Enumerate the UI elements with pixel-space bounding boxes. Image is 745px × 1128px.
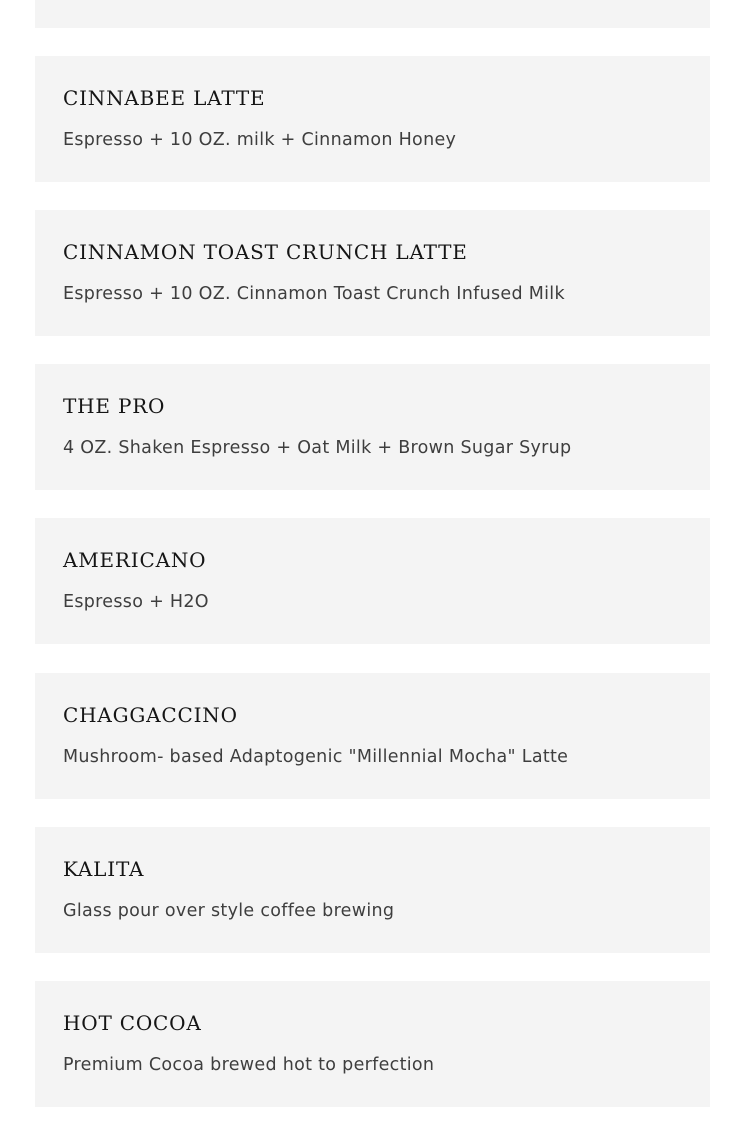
menu-item-title: AMERICANO [63,548,207,572]
menu-item-title: HOT COCOA [63,1011,202,1035]
menu-item-card [35,673,710,799]
menu-item-description: Espresso + 10 OZ. Cinnamon Toast Crunch Infused Milk [63,284,565,304]
menu-item-card [35,981,710,1107]
menu-item-card [35,210,710,336]
menu-item-title: THE PRO [63,394,166,418]
menu-item-card [35,518,710,644]
menu-item-title: CHAGGACCINO [63,703,238,727]
menu-item-title: CINNABEE LATTE [63,86,266,110]
menu-item-description: Premium Cocoa brewed hot to perfection [63,1055,435,1075]
menu-item-card [35,56,710,182]
menu-item-description: Glass pour over style coffee brewing [63,901,395,921]
menu-item-description: 4 OZ. Shaken Espresso + Oat Milk + Brown Sugar Syrup [63,438,572,458]
menu-item-card-partial [35,0,710,28]
menu-item-title: KALITA [63,857,145,881]
menu-item-title: CINNAMON TOAST CRUNCH LATTE [63,240,468,264]
menu-item-description: Mushroom- based Adaptogenic "Millennial Mocha" Latte [63,747,569,767]
menu-item-description: Espresso + 10 OZ. milk + Cinnamon Honey [63,130,457,150]
menu-item-description: Espresso + H2O [63,592,209,612]
menu-item-card [35,827,710,953]
menu-item-card [35,364,710,490]
